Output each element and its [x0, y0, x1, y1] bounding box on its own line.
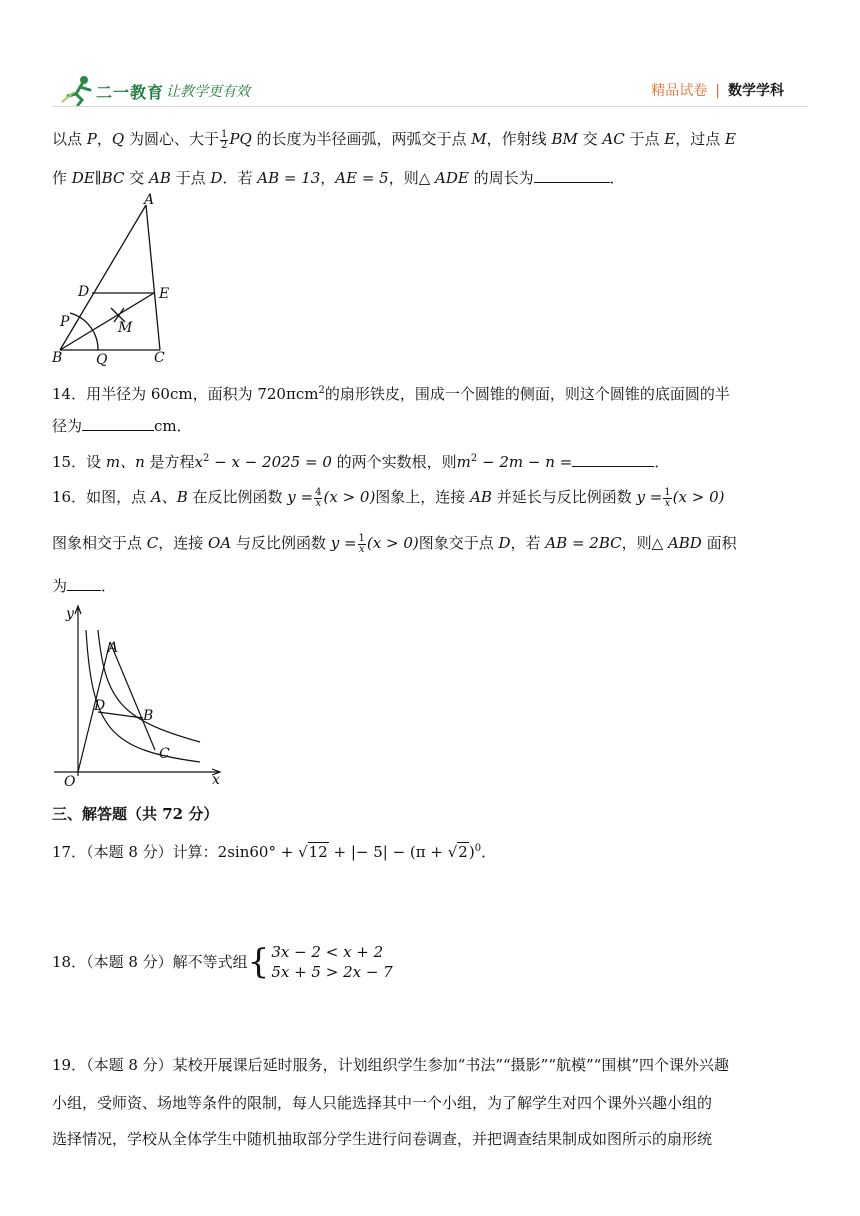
- section-heading: 三、解答题（共 72 分）: [52, 805, 219, 823]
- brace-icon: {: [247, 942, 270, 982]
- label-a: A: [108, 640, 119, 656]
- label-c: C: [159, 746, 170, 762]
- label-y: y: [66, 606, 74, 622]
- q14-line2: 径为 cm．: [52, 414, 192, 437]
- q14-line1: 14．用半径为 60cm，面积为 720πcm$^2$的扇形铁皮，围成一个圆锥的侧面，则这个圆锥的底面圆的半: [52, 385, 730, 403]
- header-divider: [52, 106, 808, 107]
- answer-blank-q14[interactable]: [82, 414, 154, 431]
- segment-ac: [146, 205, 160, 350]
- answer-blank-q16[interactable]: [67, 574, 101, 591]
- half-fraction: $\frac{1}{2}$: [220, 128, 228, 151]
- header-tag-subject: 数学学科: [728, 83, 784, 99]
- label-o: O: [64, 774, 76, 790]
- q15-line: 15．设 m、n 是方程$x^2 - x - 2025 = 0$ 的两个实数根，则$m^2 - 2m - n$ = ．: [52, 448, 669, 473]
- answer-blank-q15[interactable]: [572, 450, 654, 467]
- label-d: D: [78, 284, 90, 300]
- brand-slogan: 让教学更有效: [166, 84, 250, 100]
- label-c: C: [154, 350, 165, 366]
- q16-line1: 16．如图，点 A、B 在反比例函数 y = $\frac{4}{x}$ (x > 0)图象上，连接 AB 并延长与反比例函数 y = $\frac{1}{x}$ (x > 0): [52, 486, 725, 509]
- page-header: [0, 0, 860, 112]
- label-e: E: [159, 286, 170, 302]
- label-a: A: [144, 192, 155, 208]
- q17-line: 17．（本题 8 分）计算：2sin60° + √12 + |− $5| - (\pi + √2)^0$．: [52, 843, 497, 861]
- q19-line2: 小组，受师资、场地等条件的限制，每人只能选择其中一个小组，为了解学生对四个课外兴趣小组的: [52, 1094, 713, 1112]
- runner-logo-icon: [60, 74, 100, 106]
- brand-name: 二一教育: [96, 83, 165, 102]
- label-q: Q: [96, 352, 108, 368]
- segment-ab: [60, 205, 146, 350]
- label-d: D: [94, 698, 106, 714]
- label-p: P: [60, 314, 70, 330]
- header-tag-papers: 精品试卷: [651, 83, 708, 99]
- q13-line2: 作 DE∥BC 交 AB 于点 D．若 AB = 13，AE = 5，则△ ADE 的周长为 ．: [52, 166, 625, 189]
- label-b: B: [52, 350, 63, 366]
- q16-line3: 为 ．: [52, 574, 116, 597]
- answer-blank-q13[interactable]: [534, 166, 610, 183]
- inequality-2: 5x + 5 > 2x − 7: [271, 963, 393, 981]
- arc-pq: [70, 313, 98, 350]
- q16-line2: 图象相交于点 C，连接 OA 与反比例函数 y = $\frac{1}{x}$ (x > 0)图象交于点 D，若 AB = 2BC，则△ ABD 面积: [52, 532, 737, 555]
- label-x: x: [212, 772, 220, 788]
- curve-y1x: [86, 630, 200, 762]
- header-separator: |: [715, 83, 720, 99]
- q19-line3: 选择情况，学校从全体学生中随机抽取部分学生进行问卷调查，并把调查结果制成如图所示的扇形统: [52, 1130, 713, 1148]
- q16-hyperbola-figure: [50, 600, 230, 790]
- inequality-1: 3x − 2 < x + 2: [271, 943, 384, 961]
- label-b: B: [143, 708, 154, 724]
- q13-triangle-figure: [48, 190, 188, 370]
- ray-bm: [60, 293, 154, 350]
- q19-line1: 19．（本题 8 分）某校开展课后延时服务，计划组织学生参加“书法”“摄影”“航模”“围棋”四个课外兴趣: [52, 1056, 730, 1074]
- label-m: M: [118, 320, 133, 336]
- header-tags: [651, 80, 784, 100]
- q18-line: 18．（本题 8 分）解不等式组{ 3x − 2 < x + 2 5x + 5 > 2x − 7: [52, 942, 393, 982]
- q13-line1: 以点 P，Q 为圆心、大于 $\frac{1}{2}$ PQ 的长度为半径画弧，两弧交于点 M，作射线 BM 交 AC 于点 E，过点 E: [52, 128, 736, 151]
